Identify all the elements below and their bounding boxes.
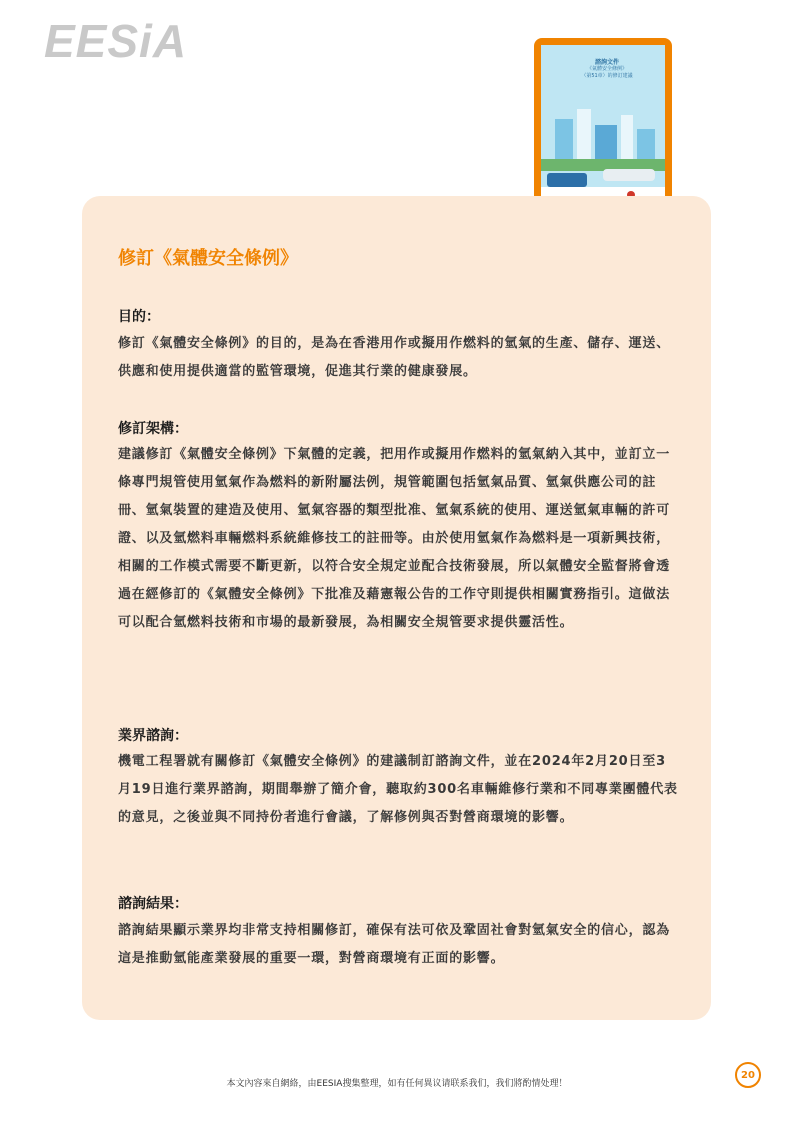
cover-title	[557, 59, 657, 80]
eesia-logo: EESiA	[44, 15, 188, 67]
footer-disclaimer: 本文內容來自網絡，由EESIA搜集整理，如有任何異议请联系我们，我们將酌情处理！	[226, 1079, 568, 1089]
section-consultation-heading: 業界諮詢：	[118, 728, 188, 744]
section-consultation-body: 機電工程署就有關修訂《氣體安全條例》的建議制訂諮詢文件，並在2024年2月20日至3月19日進行業界諮詢，期間舉辦了簡介會，聽取約300名車輛維修行業和不同專業團體代表的意見，之後並與不同持份者進行會議，了解修例與否對營商環境的影響。	[118, 754, 678, 825]
section-purpose-heading: 目的：	[118, 309, 160, 325]
cover-illustration	[541, 45, 665, 209]
section-results-heading: 諮詢結果：	[118, 896, 188, 912]
cover-title-line3: （第51章）的修訂建議	[581, 73, 633, 79]
cover-title-line1: 諮詢文件	[594, 59, 619, 66]
consultation-cover-thumbnail	[534, 38, 672, 216]
page-title: 修訂《氣體安全條例》	[118, 248, 298, 269]
cover-title-line2: 《氣體安全條例》	[586, 66, 627, 72]
section-framework-body: 建議修訂《氣體安全條例》下氣體的定義，把用作或擬用作燃料的氫氣納入其中，並訂立一條專門規管使用氫氣作為燃料的新附屬法例，規管範圍包括氫氣品質、氫氣供應公司的註冊、氫氣裝置的建造及使用、氫氣容器的類型批准、氫氣系統的使用、運送氫氣車輛的許可證、以及氫燃料車輛燃料系統維修技工的註冊等。由於使用氫氣作為燃料是一項新興技術，相關的工作模式需要不斷更新，以符合安全規定並配合技術發展，所以氣體安全監督將會透過在經修訂的《氣體安全條例》下批准及藉憲報公告的工作守則提供相關實務指引。這做法可以配合氫燃料技術和市場的最新發展，為相關安全規管要求提供靈活性。	[118, 447, 671, 630]
section-framework-heading: 修訂架構：	[118, 421, 188, 437]
page-number-badge: 20	[735, 1062, 761, 1088]
section-purpose-body: 修訂《氣體安全條例》的目的，是為在香港用作或擬用作燃料的氫氣的生產、儲存、運送、供應和使用提供適當的監管環境，促進其行業的健康發展。	[118, 336, 671, 379]
section-results-body: 諮詢結果顯示業界均非常支持相關修訂，確保有法可依及鞏固社會對氫氣安全的信心，認為這是推動氫能產業發展的重要一環，對營商環境有正面的影響。	[118, 923, 671, 966]
